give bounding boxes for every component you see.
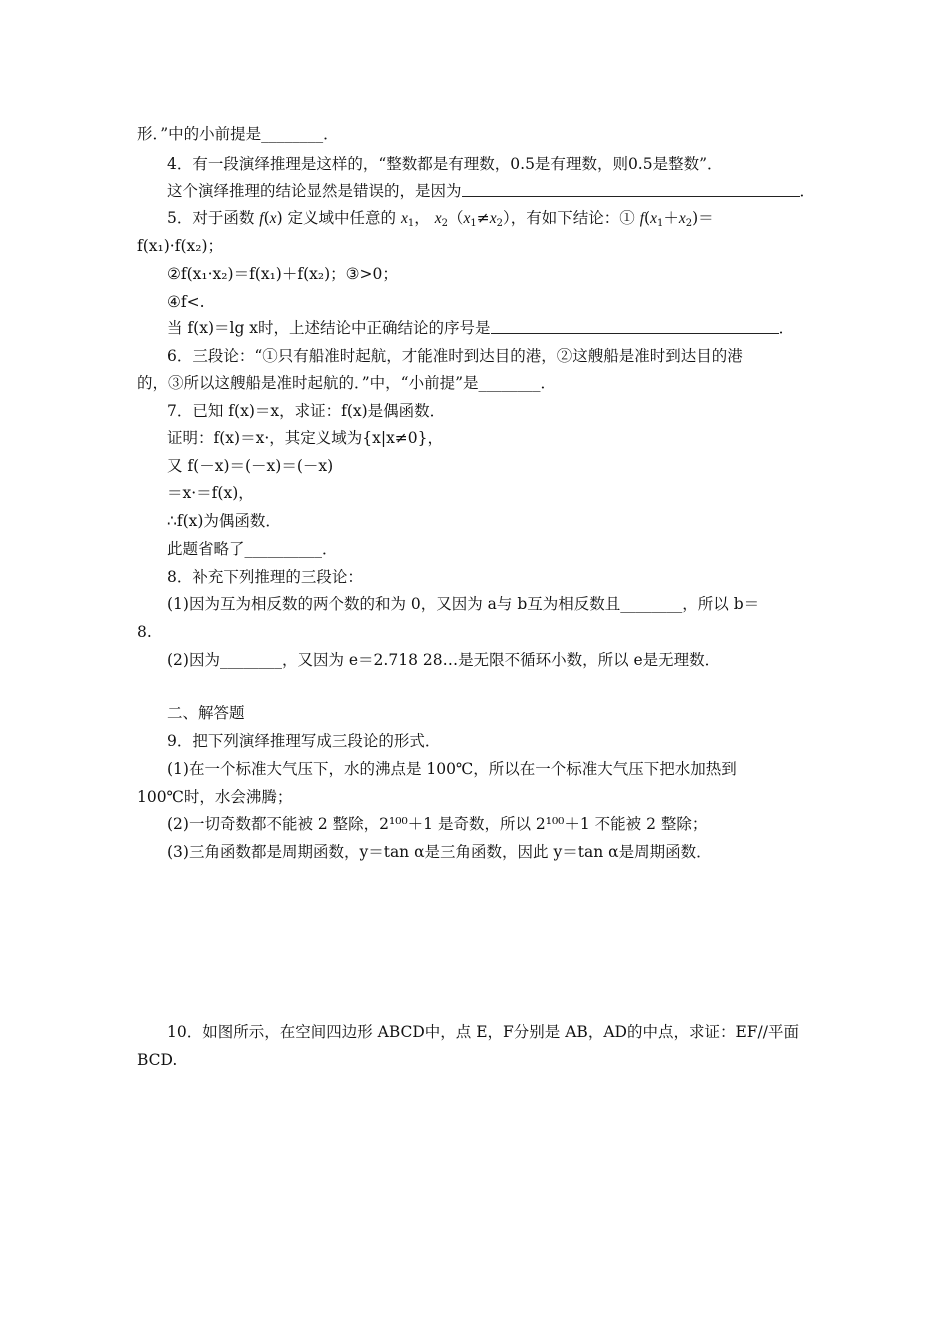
q8-line-d: (2)因为________，又因为 e＝2.718 28…是无限不循环小数，所以 e是无理数． [167,651,721,669]
q8-line-b: (1)因为互为相反数的两个数的和为 0，又因为 a与 b互为相反数且________，所以 b＝ [167,595,760,613]
q4-question-text: 这个演绎推理的结论显然是错误的，是因为 [167,182,462,200]
q5-text: （ [447,209,464,227]
q9-line-e: (3)三角函数都是周期函数，y＝tan α是三角函数，因此 y＝tan α是周期函数． [167,843,712,861]
q7-line-f: 此题省略了__________． [167,540,338,558]
q7-line-e: ∴f(x)为偶函数． [167,512,281,530]
q10-line-a: 10．如图所示，在空间四边形 ABCD中，点 E，F分别是 AB，AD的中点，求证：EF//平面 [167,1023,799,1041]
q4-question: 这个演绎推理的结论显然是错误的，是因为 ． [167,182,816,200]
q5-question-text: 当 f(x)＝lg x时，上述结论中正确结论的序号是 [167,319,491,337]
answer-blank [491,319,779,334]
q5-text: ），有如下结论：① [503,209,640,227]
q9-line-d: (2)一切奇数都不能被 2 整除，2¹⁰⁰＋1 是奇数，所以 2¹⁰⁰＋1 不能被 2 整除； [167,815,708,833]
answer-blank [462,182,800,197]
q8-line-a: 8．补充下列推理的三段论： [167,568,363,586]
q5-question: 当 f(x)＝lg x时，上述结论中正确结论的序号是 ． [167,319,795,337]
q5-stem: 5．对于函数 f(x) 定义域中任意的 $x_1$， $x_2(x_1\ne x_2)$，有如下结论：① $f(x_1+x_2)=$ [167,209,714,229]
q5-line-d: ④f<. [167,293,205,311]
q7-line-c: 又 f(－x)＝(－x)＝(－x) [167,457,334,475]
q5-text: 5．对于函数 [167,209,260,227]
q7-line-a: 7．已知 f(x)＝x，求证：f(x)是偶函数． [167,402,446,420]
q5-line-b: f(x₁)·f(x₂)； [137,237,223,255]
q9-line-c: 100℃时，水会沸腾； [137,788,293,806]
q8-line-c: 8. [137,623,152,641]
q5-text: 定义域中任意的 [282,209,401,227]
q10-line-b: BCD. [137,1051,178,1069]
line-q3-end: 形．”中的小前提是________． [137,125,339,143]
section-heading: 二、解答题 [167,704,245,722]
q4-stem: 4．有一段演绎推理是这样的，“整数都是有理数，0.5是有理数，则0.5是整数”． [167,155,723,173]
q6-line-b: 的，③所以这艘船是准时起航的．”中，“小前提”是________． [137,374,557,392]
q5-line-c: ②f(x₁·x₂)＝f(x₁)＋f(x₂)；③>0； [167,265,398,283]
q7-line-b: 证明：f(x)＝x·，其定义域为{x|x≠0}， [167,429,444,447]
q9-line-a: 9．把下列演绎推理写成三段论的形式． [167,732,441,750]
q9-line-b: (1)在一个标准大气压下，水的沸点是 100℃，所以在一个标准大气压下把水加热到 [167,760,737,778]
q7-line-d: ＝x·＝f(x)， [167,484,254,502]
q6-line-a: 6．三段论：“①只有船准时起航，才能准时到达目的港，②这艘船是准时到达目的港 [167,347,743,365]
